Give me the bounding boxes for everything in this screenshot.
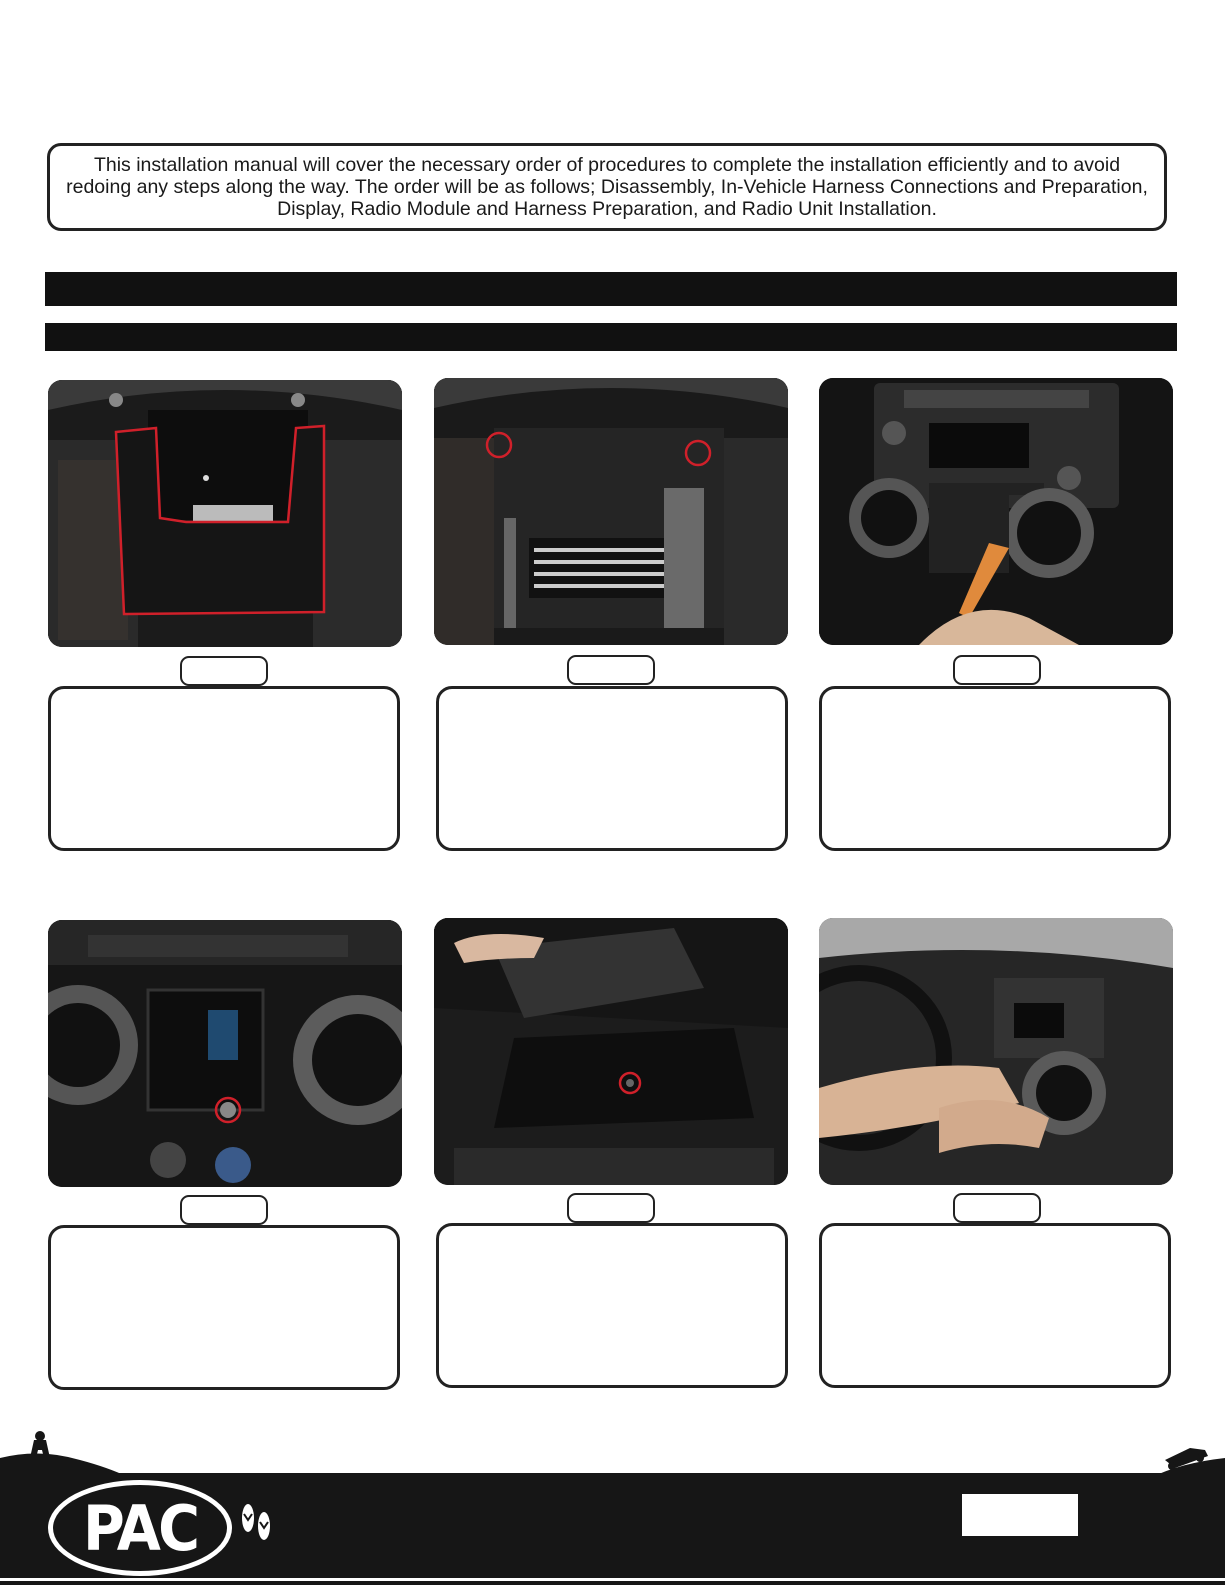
step-6-label-tab (953, 1193, 1041, 1223)
step-3-photo (819, 378, 1173, 645)
step-1-photo (48, 380, 402, 647)
logo-text: PAC (82, 1491, 198, 1565)
step-6-description-box (819, 1223, 1171, 1388)
step-1-label-tab (180, 656, 268, 686)
step-5-label-tab (567, 1193, 655, 1223)
step-5-photo (434, 918, 788, 1185)
jeep-silhouette-icon (1150, 1438, 1225, 1478)
step-6-photo (819, 918, 1173, 1185)
section-header-bar (45, 272, 1177, 306)
step-2-description-box (436, 686, 788, 851)
step-2-photo (434, 378, 788, 645)
intro-text: This installation manual will cover the necessary order of procedures to complete the installation efficiently and to avoid redoing any steps along the way. The order will be as follows; Disassembly, In-Vehicle Harness Connections and Preparation, Display, Radio Module and Harness Preparation, and Radio Unit Installation. (66, 154, 1148, 220)
step-5-description-box (436, 1223, 788, 1388)
subsection-header-bar (45, 323, 1177, 351)
sandals-icon (238, 1498, 274, 1546)
step-4-label-tab (180, 1195, 268, 1225)
bigfoot-silhouette-icon (0, 1428, 130, 1478)
step-4-photo (48, 920, 402, 1187)
step-2-label-tab (567, 655, 655, 685)
step-3-description-box (819, 686, 1171, 851)
pac-logo-icon (48, 1480, 232, 1576)
step-3-label-tab (953, 655, 1041, 685)
intro-notice (47, 143, 1167, 231)
footer-rule (0, 1578, 1225, 1581)
page-number-box (962, 1494, 1078, 1536)
step-4-description-box (48, 1225, 400, 1390)
step-1-description-box (48, 686, 400, 851)
